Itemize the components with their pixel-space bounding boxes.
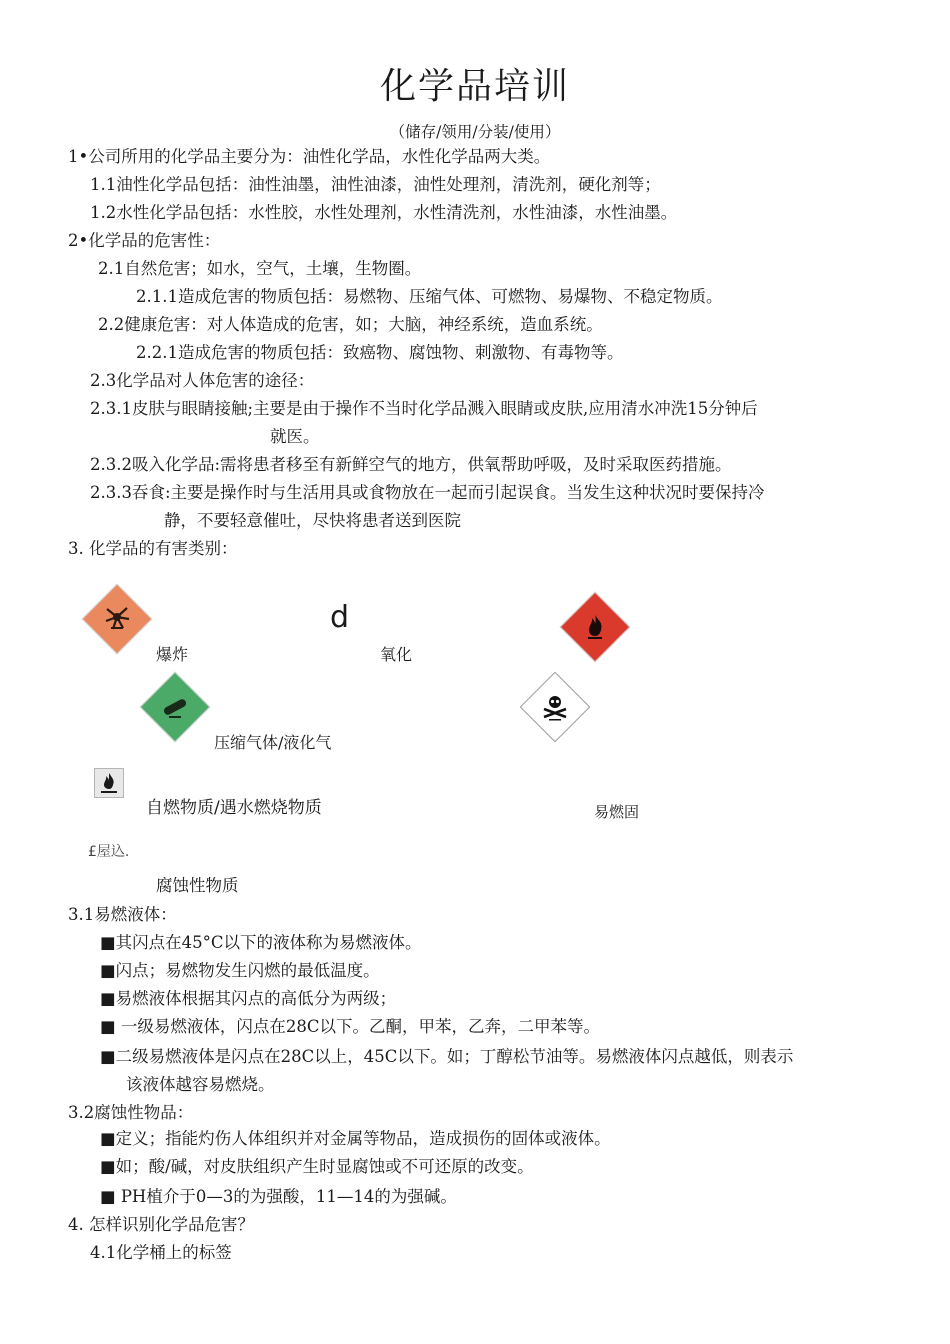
- section-2-1: 2.1自然危害；如水，空气，土壤，生物圈。: [98, 259, 422, 278]
- section-3: 3. 化学品的有害类别：: [68, 539, 238, 558]
- bullet-grade-two-cont: 该液体越容易燃烧。: [126, 1075, 275, 1094]
- bullet-grade-two: ■二级易燃液体是闪点在28C以上，45C以下。如；丁醇松节油等。易燃液体闪点越低，则表示: [100, 1047, 794, 1066]
- section-3-2: 3.2腐蚀性物品：: [68, 1103, 194, 1122]
- compressed-gas-hazard-icon: [140, 672, 211, 743]
- section-4: 4. 怎样识别化学品危害？: [68, 1215, 254, 1234]
- toxic-hazard-icon: [520, 672, 591, 743]
- corrosive-caption: 腐蚀性物质: [156, 876, 239, 895]
- section-2-1-1: 2.1.1造成危害的物质包括：易燃物、压缩气体、可燃物、易爆物、不稳定物质。: [136, 287, 723, 306]
- section-3-1: 3.1易燃液体：: [68, 905, 177, 924]
- section-2-3-1: 2.3.1皮肤与眼睛接触;主要是由于操作不当时化学品溅入眼睛或皮肤,应用清水冲洗15分钟后: [90, 399, 758, 418]
- self-ignition-hazard-icon: [94, 768, 124, 798]
- bullet-grades: ■易燃液体根据其闪点的高低分为两级；: [100, 989, 397, 1008]
- section-1-1: 1.1油性化学品包括：油性油墨，油性油漆，油性处理剂，清洗剂，硬化剂等；: [90, 175, 661, 194]
- bullet-flash-point-def: ■其闪点在45°C以下的液体称为易燃液体。: [100, 933, 422, 952]
- section-2-3-1-cont: 就医。: [270, 427, 320, 446]
- section-2-3-3-cont: 静，不要轻意催吐，尽快将患者送到医院: [164, 511, 461, 530]
- bullet-flash-point: ■闪点；易燃物发生闪燃的最低温度。: [100, 961, 380, 980]
- section-2-3-2: 2.3.2吸入化学品:需将患者移至有新鲜空气的地方，供氧帮助呼吸，及时采取医药措施。: [90, 455, 732, 474]
- section-2-2-1: 2.2.1造成危害的物质包括：致癌物、腐蚀物、刺激物、有毒物等。: [136, 343, 624, 362]
- section-2-2: 2.2健康危害：对人体造成的危害，如；大脑，神经系统，造血系统。: [98, 315, 603, 334]
- section-1-2: 1.2水性化学品包括：水性胶，水性处理剂，水性清洗剂，水性油漆，水性油墨。: [90, 203, 678, 222]
- document-subtitle: （储存/领用/分装/使用）: [389, 123, 561, 141]
- bullet-acid-base: ■如；酸/碱，对皮肤组织产生时显腐蚀或不可还原的改变。: [100, 1157, 534, 1176]
- compressed-gas-caption: 压缩气体/液化气: [214, 733, 332, 752]
- stray-d-glyph: d: [330, 600, 350, 635]
- explosive-caption: 爆炸: [156, 645, 189, 664]
- flammable-hazard-icon: [560, 592, 631, 663]
- section-2-3: 2.3化学品对人体危害的途径：: [90, 371, 315, 390]
- section-4-1: 4.1化学桶上的标签: [90, 1243, 232, 1262]
- explosive-hazard-icon: [82, 584, 153, 655]
- section-1: 1•公司所用的化学品主要分为：油性化学品，水性化学品两大类。: [68, 147, 551, 166]
- bullet-corrosive-def: ■定义；指能灼伤人体组织并对金属等物品，造成损伤的固体或液体。: [100, 1129, 611, 1148]
- section-2: 2•化学品的危害性：: [68, 231, 221, 250]
- garbled-text: £屋込.: [88, 844, 130, 860]
- oxidizer-caption: 氧化: [380, 645, 413, 664]
- bullet-grade-one: ■ 一级易燃液体，闪点在28C以下。乙酮，甲苯，乙奔，二甲苯等。: [100, 1017, 600, 1036]
- self-ignition-caption: 自燃物质/遇水燃烧物质: [146, 798, 322, 818]
- bullet-ph: ■ PH植介于0—3的为强酸，11—14的为强碱。: [100, 1187, 457, 1206]
- document-title: 化学品培训: [379, 66, 570, 107]
- flammable-solid-caption: 易燃固: [594, 803, 640, 821]
- section-2-3-3: 2.3.3吞食:主要是操作时与生活用具或食物放在一起而引起误食。当发生这种状况时要保持冷: [90, 483, 765, 502]
